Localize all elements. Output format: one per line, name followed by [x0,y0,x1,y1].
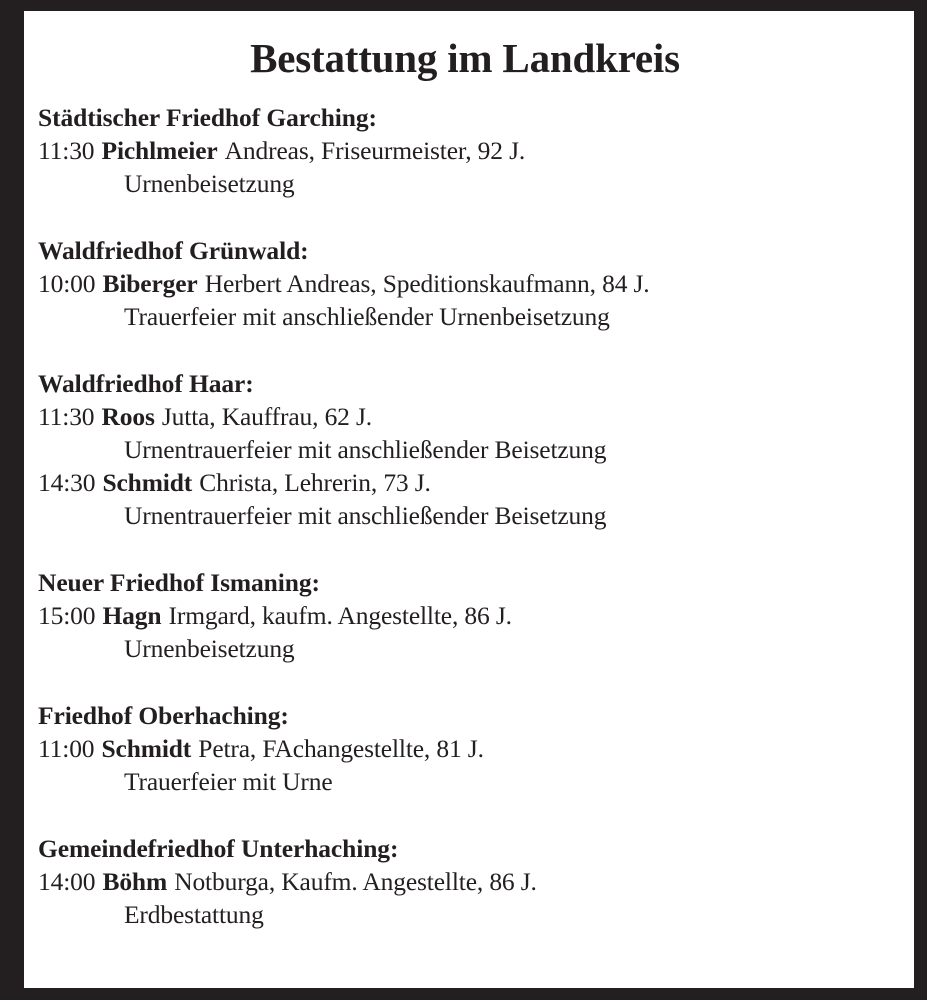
cemetery-section [38,234,892,333]
cemetery-name-heading: Waldfriedhof Grünwald: [38,236,309,265]
cemetery-name-heading: Friedhof Oberhaching: [38,701,289,730]
ceremony-type: Urnentrauerfeier mit anschließender Beisetzung [124,501,607,530]
funeral-entry [38,134,892,200]
cemetery-section [38,832,892,931]
funeral-entry [38,466,892,532]
deceased-details: Petra, FAchangestellte, 81 J. [198,734,484,763]
cemetery-section [38,566,892,665]
funeral-entry-line [38,865,892,898]
ceremony-type: Urnenbeisetzung [124,169,295,198]
funeral-entry [38,865,892,931]
ceremony-type: Urnenbeisetzung [124,634,295,663]
funeral-entry [38,599,892,665]
funeral-entry-line [38,466,892,499]
funeral-time: 11:30 [38,136,95,165]
funeral-entry-line [38,599,892,632]
funeral-entry [38,400,892,466]
cemetery-section [38,101,892,200]
deceased-surname: Pichlmeier [101,136,218,165]
deceased-surname: Roos [101,402,155,431]
ceremony-type: Erdbestattung [124,900,264,929]
funeral-time: 11:00 [38,734,95,763]
funeral-entry [38,732,892,798]
ceremony-type: Trauerfeier mit Urne [124,767,333,796]
funeral-entry [38,267,892,333]
funeral-time: 14:30 [38,468,96,497]
deceased-surname: Schmidt [102,468,193,497]
funeral-time: 10:00 [38,269,96,298]
notice-content [24,11,914,988]
deceased-surname: Böhm [102,867,168,896]
funeral-entry-line [38,732,892,765]
cemetery-section-list [38,101,892,931]
cemetery-name-heading: Neuer Friedhof Ismaning: [38,568,320,597]
deceased-details: Christa, Lehrerin, 73 J. [199,468,431,497]
deceased-surname: Schmidt [101,734,192,763]
deceased-details: Andreas, Friseurmeister, 92 J. [224,136,526,165]
deceased-details: Jutta, Kauffrau, 62 J. [161,402,372,431]
cemetery-section [38,699,892,798]
cemetery-name-heading: Gemeindefriedhof Unterhaching: [38,834,399,863]
ceremony-type: Trauerfeier mit anschließender Urnenbeisetzung [124,302,610,331]
cemetery-section [38,367,892,532]
deceased-details: Herbert Andreas, Speditionskaufmann, 84 J. [204,269,650,298]
funeral-entry-line [38,134,892,167]
deceased-surname: Biberger [102,269,198,298]
funeral-time: 11:30 [38,402,95,431]
deceased-details: Irmgard, kaufm. Angestellte, 86 J. [168,601,512,630]
deceased-details: Notburga, Kaufm. Angestellte, 86 J. [174,867,537,896]
funeral-time: 14:00 [38,867,96,896]
cemetery-name-heading: Waldfriedhof Haar: [38,369,254,398]
deceased-surname: Hagn [102,601,162,630]
funeral-time: 15:00 [38,601,96,630]
funeral-entry-line [38,400,892,433]
funeral-entry-line [38,267,892,300]
cemetery-name-heading: Städtischer Friedhof Garching: [38,103,377,132]
page-title: Bestattung im Landkreis [250,35,680,81]
ceremony-type: Urnentrauerfeier mit anschließender Beisetzung [124,435,607,464]
